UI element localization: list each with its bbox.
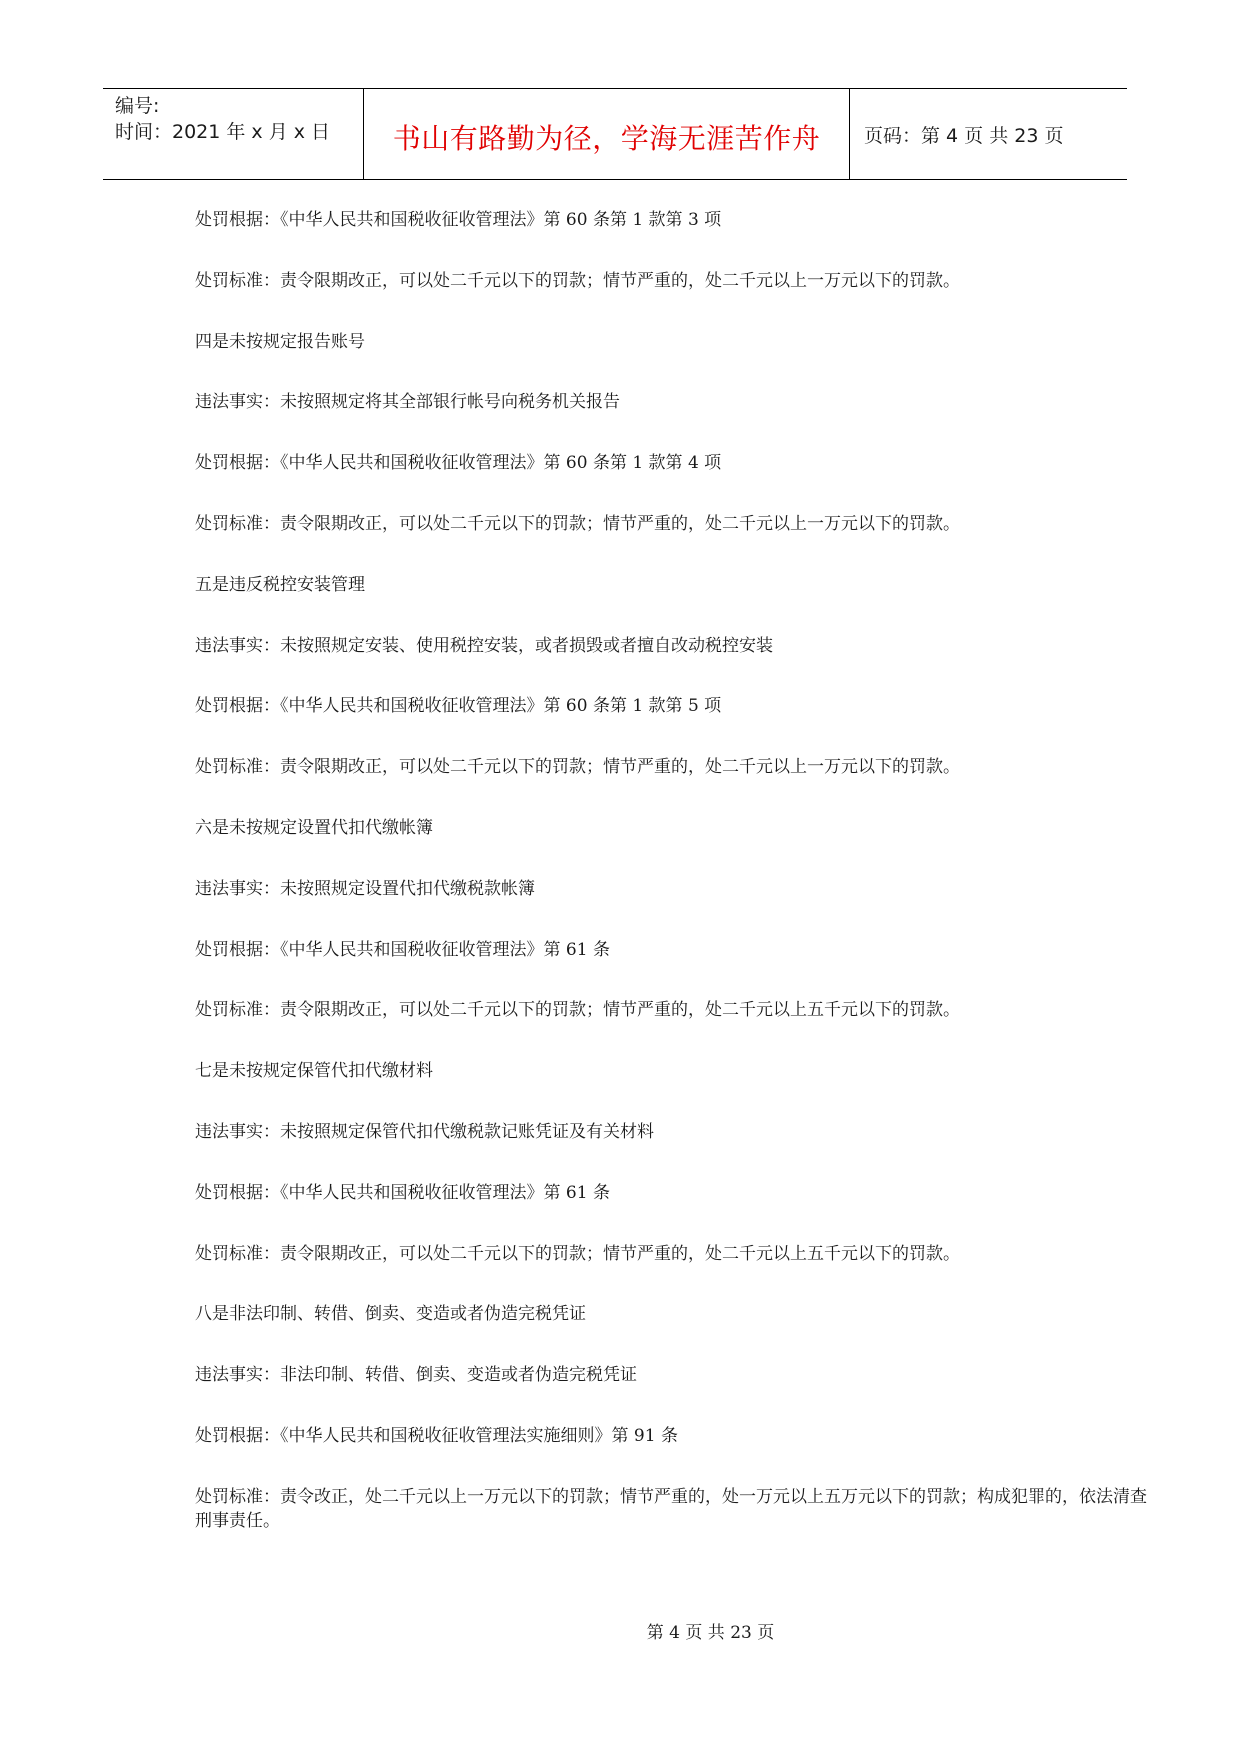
paragraph: 处罚标准：责令限期改正，可以处二千元以下的罚款；情节严重的，处二千元以上一万元以下的罚款。 [195,270,960,291]
paragraph: 处罚标准：责令限期改正，可以处二千元以下的罚款；情节严重的，处二千元以上五千元以下的罚款。 [195,1243,960,1264]
header-meta-cell [103,89,364,179]
paragraph: 违法事实：未按照规定保管代扣代缴税款记账凭证及有关材料 [195,1121,654,1142]
paragraph-line: 处罚标准：责令改正，处二千元以上一万元以下的罚款；情节严重的，处一万元以上五万元以下的罚款；构成犯罪的，依法清查 [195,1486,1147,1507]
paragraph: 处罚根据：《中华人民共和国税收征收管理法》第 60 条第 1 款第 4 项 [195,453,722,474]
section-heading: 八是非法印制、转借、倒卖、变造或者伪造完税凭证 [195,1304,586,1325]
paragraph: 违法事实：非法印制、转借、倒卖、变造或者伪造完税凭证 [195,1365,637,1386]
date-label: 时间：2021 年 x 月 x 日 [115,121,331,143]
paragraph: 违法事实：未按照规定将其全部银行帐号向税务机关报告 [195,392,620,413]
paragraph: 违法事实：未按照规定安装、使用税控安装，或者损毁或者擅自改动税控安装 [195,635,773,656]
section-heading: 五是违反税控安装管理 [195,574,365,595]
page-footer: 第 4 页 共 23 页 [646,1623,775,1643]
paragraph: 处罚根据：《中华人民共和国税收征收管理法》第 60 条第 1 款第 3 项 [195,210,722,230]
document-body [195,208,1235,1533]
paragraph: 处罚标准：责令限期改正，可以处二千元以下的罚款；情节严重的，处二千元以上五千元以下的罚款。 [195,1000,960,1021]
paragraph: 处罚根据：《中华人民共和国税收征收管理法实施细则》第 91 条 [195,1425,678,1446]
section-heading: 四是未按规定报告账号 [195,331,365,352]
paragraph: 处罚根据：《中华人民共和国税收征收管理法》第 61 条 [195,1182,610,1203]
paragraph: 处罚标准：责令限期改正，可以处二千元以下的罚款；情节严重的，处二千元以上一万元以下的罚款。 [195,513,960,534]
paragraph: 违法事实：未按照规定设置代扣代缴税款帐簿 [195,878,535,899]
motto-text: 书山有路勤为径，学海无涯苦作舟 [392,122,821,155]
document-header [103,88,1127,180]
section-heading: 七是未按规定保管代扣代缴材料 [195,1061,433,1082]
header-page-info: 页码：第 4 页 共 23 页 [864,125,1064,147]
paragraph: 处罚标准：责令限期改正，可以处二千元以下的罚款；情节严重的，处二千元以上一万元以下的罚款。 [195,757,960,778]
paragraph: 处罚根据：《中华人民共和国税收征收管理法》第 60 条第 1 款第 5 项 [195,696,722,717]
section-heading: 六是未按规定设置代扣代缴帐簿 [195,817,433,838]
paragraph-line: 刑事责任。 [195,1510,280,1531]
serial-number-label: 编号: [115,95,160,117]
paragraph: 处罚根据：《中华人民共和国税收征收管理法》第 61 条 [195,939,610,960]
header-page-cell [850,89,1127,179]
header-motto-cell [364,89,850,179]
